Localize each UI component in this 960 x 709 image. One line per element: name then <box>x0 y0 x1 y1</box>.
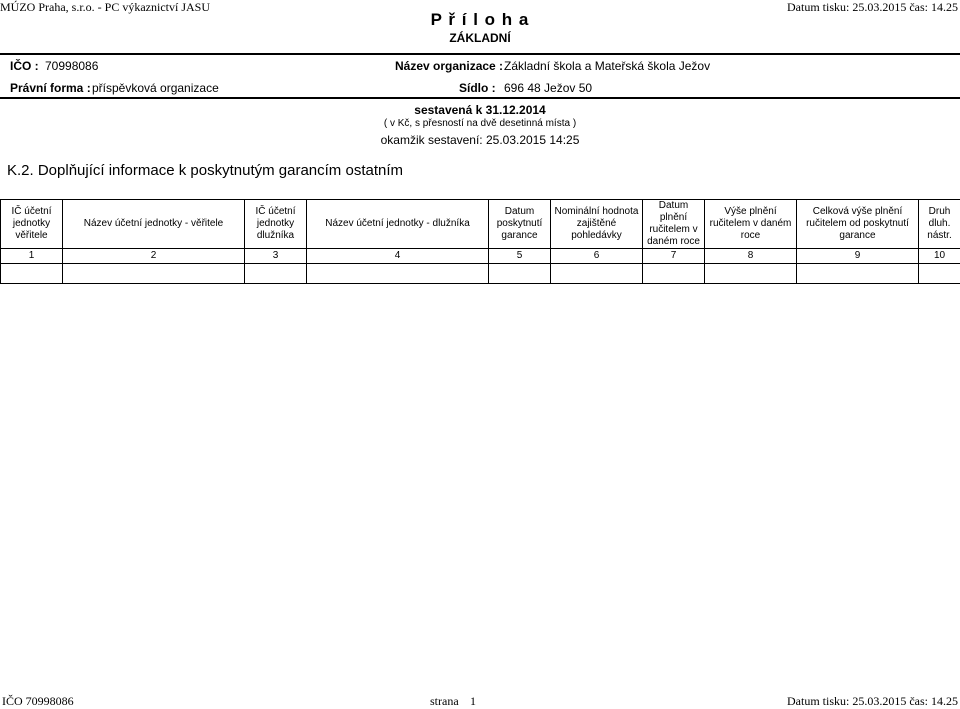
col-header: Celková výše plnění ručitelem od poskytnutí garance <box>797 200 919 249</box>
units-note: ( v Kč, s přesností na dvě desetinná místa ) <box>0 118 960 129</box>
table-cell <box>1 264 63 284</box>
compile-moment: okamžik sestavení: 25.03.2015 14:25 <box>0 133 960 147</box>
col-number: 10 <box>919 249 960 264</box>
table-row <box>1 264 960 284</box>
section-title: K.2. Doplňující informace k poskytnutým garancím ostatním <box>7 162 403 179</box>
divider-middle <box>0 97 960 99</box>
divider-top <box>0 53 960 55</box>
table-cell <box>705 264 797 284</box>
col-number: 8 <box>705 249 797 264</box>
footer-page-label: strana <box>430 694 459 709</box>
seat-label: Sídlo : <box>459 81 496 95</box>
col-number: 7 <box>643 249 705 264</box>
ico-value: 70998086 <box>45 59 98 73</box>
table-cell <box>245 264 307 284</box>
table-cell <box>643 264 705 284</box>
footer-ico: IČO 70998086 <box>2 694 74 709</box>
legal-form-value: příspěvková organizace <box>92 81 219 95</box>
col-number: 3 <box>245 249 307 264</box>
program-name: MÚZO Praha, s.r.o. - PC výkaznictví JASU <box>0 0 210 15</box>
org-name-value: Základní škola a Mateřská škola Ježov <box>504 59 710 73</box>
col-number: 5 <box>489 249 551 264</box>
col-header: IČ účetní jednotky věřitele <box>1 200 63 249</box>
col-header: IČ účetní jednotky dlužníka <box>245 200 307 249</box>
org-name-label: Název organizace : <box>395 59 503 73</box>
column-number-row <box>1 249 960 264</box>
seat-value: 696 48 Ježov 50 <box>504 81 592 95</box>
table-cell <box>551 264 643 284</box>
col-number: 9 <box>797 249 919 264</box>
table-header-row <box>1 200 960 249</box>
col-header: Název účetní jednotky - dlužníka <box>307 200 489 249</box>
compiled-date: sestavená k 31.12.2014 <box>0 103 960 117</box>
ico-label: IČO : <box>10 59 39 73</box>
page-subtitle: ZÁKLADNÍ <box>0 31 960 45</box>
col-header: Datum poskytnutí garance <box>489 200 551 249</box>
legal-form-label: Právní forma : <box>10 81 91 95</box>
footer-print-date: Datum tisku: 25.03.2015 čas: 14.25 <box>787 694 958 709</box>
col-header: Druh dluh. nástr. <box>919 200 960 249</box>
table-cell <box>307 264 489 284</box>
col-number: 2 <box>63 249 245 264</box>
col-number: 1 <box>1 249 63 264</box>
table-cell <box>919 264 960 284</box>
guarantees-table <box>0 199 960 284</box>
page-title: P ř í l o h a <box>0 10 960 30</box>
col-header: Název účetní jednotky - věřitele <box>63 200 245 249</box>
table-cell <box>489 264 551 284</box>
col-number: 4 <box>307 249 489 264</box>
col-header: Datum plnění ručitelem v daném roce <box>643 200 705 249</box>
print-date: Datum tisku: 25.03.2015 čas: 14.25 <box>787 0 958 15</box>
col-number: 6 <box>551 249 643 264</box>
col-header: Nominální hodnota zajištěné pohledávky <box>551 200 643 249</box>
footer-page-number: 1 <box>470 694 476 709</box>
col-header: Výše plnění ručitelem v daném roce <box>705 200 797 249</box>
table-cell <box>797 264 919 284</box>
table-cell <box>63 264 245 284</box>
